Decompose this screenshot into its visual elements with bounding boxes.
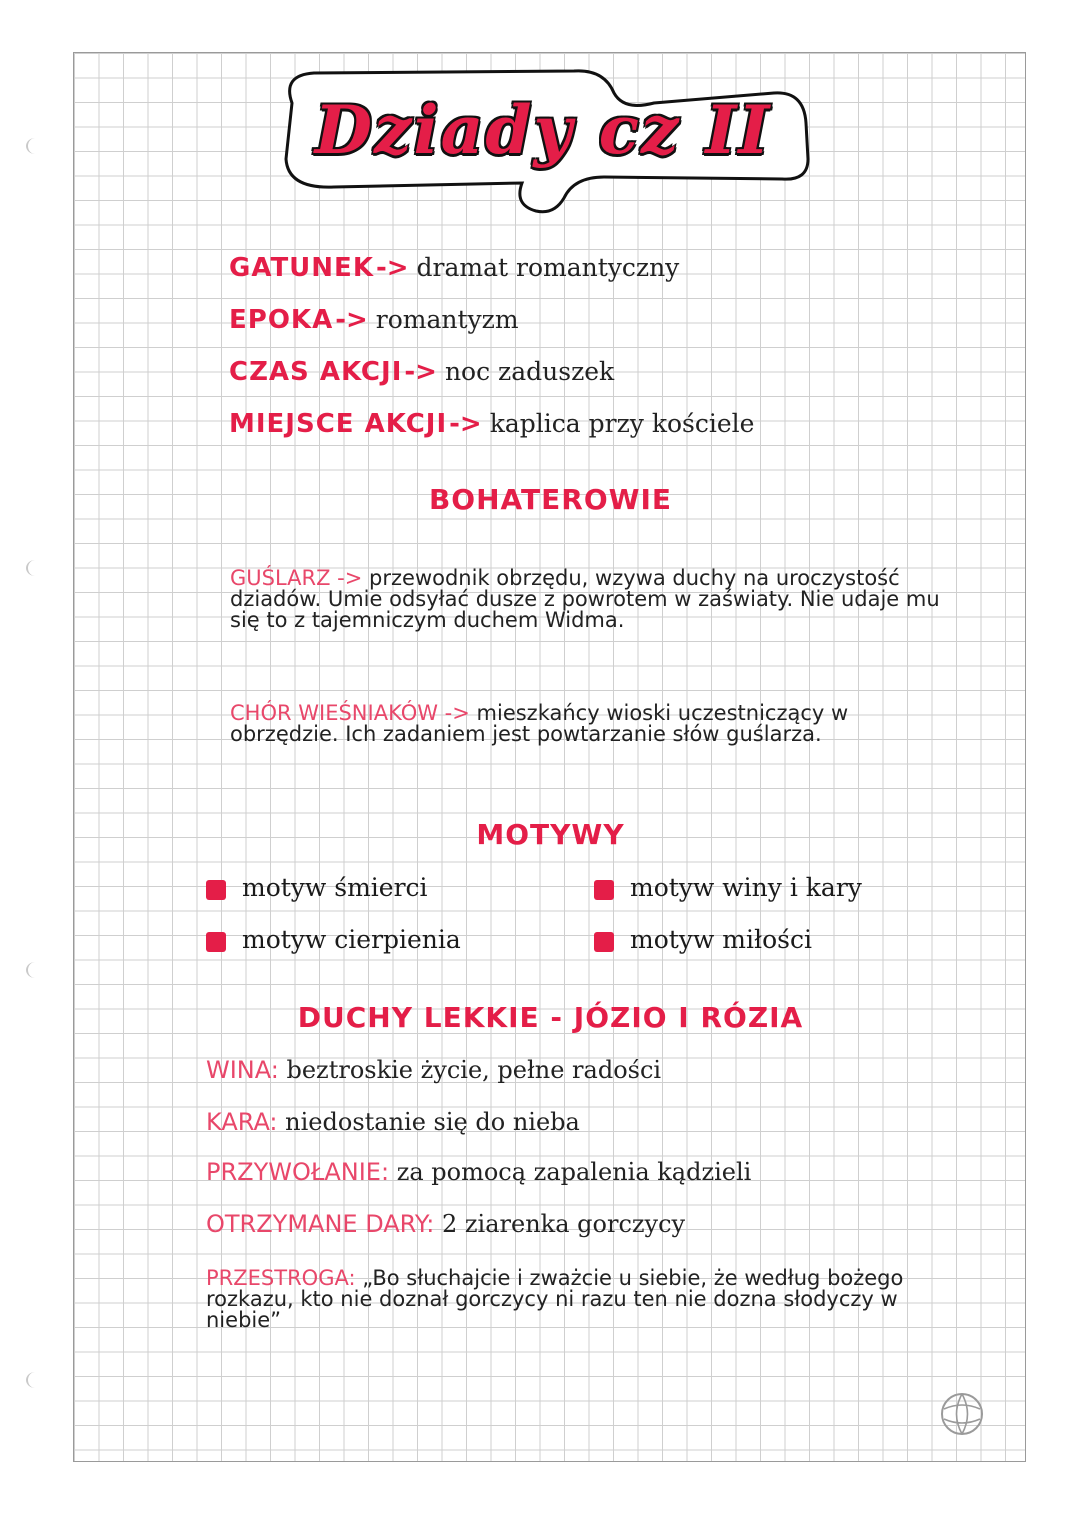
info-row-genre (229, 253, 679, 283)
ghost-row-label: PRZYWOŁANIE: (206, 1158, 390, 1186)
binder-hole (26, 138, 44, 154)
info-row-epoch (229, 305, 519, 335)
character-guslarz (230, 568, 950, 631)
motif-label: motyw miłości (630, 925, 812, 954)
bullet-square-icon (594, 880, 614, 900)
motif-item (594, 925, 812, 954)
info-row-time (229, 357, 614, 387)
bullet-square-icon (594, 932, 614, 952)
ghost-row-label: OTRZYMANE DARY: (206, 1210, 435, 1238)
binder-hole (26, 962, 44, 978)
info-key: GATUNEK (229, 253, 374, 283)
ghost-row-value: za pomocą zapalenia kądzieli (396, 1158, 752, 1186)
character-chor (230, 703, 950, 745)
info-row-place (229, 409, 754, 439)
ghost-row-value: niedostanie się do nieba (285, 1108, 580, 1136)
binder-hole (26, 1372, 44, 1388)
ghost-row (206, 1158, 751, 1186)
arrow-icon: -> (335, 305, 368, 335)
ghost-row-value: beztroskie życie, pełne radości (286, 1056, 662, 1084)
info-value: dramat romantyczny (416, 253, 680, 282)
bullet-square-icon (206, 932, 226, 952)
motif-label: motyw cierpienia (242, 925, 461, 954)
character-name: CHÓR WIEŚNIAKÓW -> (230, 701, 470, 725)
motif-label: motyw śmierci (242, 873, 428, 902)
info-key: CZAS AKCJI (229, 357, 403, 387)
globe-logo-icon (939, 1391, 985, 1437)
grid-paper-sheet (73, 52, 1026, 1462)
info-key: MIEJSCE AKCJI (229, 409, 448, 439)
info-value: romantyzm (375, 305, 519, 334)
ghost-row-label: KARA: (206, 1108, 278, 1136)
arrow-icon: -> (404, 357, 437, 387)
ghost-row-value: 2 ziarenka gorczycy (442, 1210, 686, 1238)
motif-label: motyw winy i kary (630, 873, 862, 902)
character-description: przewodnik obrzędu, wzywa duchy na uroczystość dziadów. Umie odsyłać dusze z powrotem w zaświaty. Nie udaje mu się to z tajemniczym duchem Widma. (230, 566, 940, 632)
character-description: mieszkańcy wioski uczestniczący w obrzędzie. Ich zadaniem jest powtarzanie słów guślarza. (230, 701, 849, 746)
character-name: GUŚLARZ -> (230, 566, 363, 590)
ghost-row-label: WINA: (206, 1056, 279, 1084)
info-key: EPOKA (229, 305, 334, 335)
bullet-square-icon (206, 880, 226, 900)
motif-item (206, 873, 428, 902)
motif-item (206, 925, 461, 954)
ghost-row (206, 1210, 685, 1238)
info-value: noc zaduszek (444, 357, 615, 386)
warning-label: PRZESTROGA: (206, 1266, 356, 1290)
section-heading-ghosts: DUCHY LEKKIE - JÓZIO I RÓZIA (297, 1001, 804, 1034)
binder-hole (26, 560, 44, 576)
ghost-row (206, 1056, 661, 1084)
page-title: Dziady cz II (314, 91, 772, 169)
ghost-row (206, 1108, 580, 1136)
warning-quote: „Bo słuchajcie i zważcie u siebie, że według bożego rozkazu, kto nie doznał gorczycy ni razu ten nie dozna słodyczy w niebie” (206, 1266, 904, 1332)
motif-item (594, 873, 862, 902)
info-value: kaplica przy kościele (489, 409, 755, 438)
arrow-icon: -> (375, 253, 409, 283)
section-heading-characters: BOHATEROWIE (428, 483, 673, 516)
arrow-icon: -> (449, 409, 482, 439)
section-heading-motifs: MOTYWY (476, 818, 625, 851)
ghost-warning (206, 1268, 966, 1331)
